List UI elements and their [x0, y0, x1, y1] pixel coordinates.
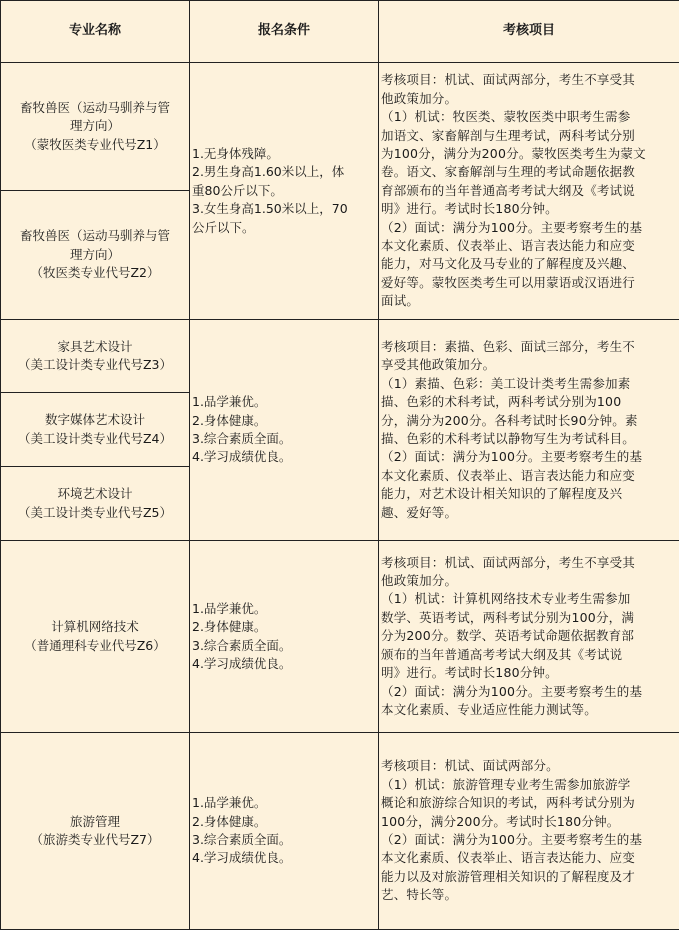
assessment-line: 能力，对艺术设计相关知识的了解程度及兴	[381, 485, 677, 503]
major-cell	[1, 63, 190, 191]
major-name: 理方向）	[3, 246, 187, 264]
header-assessment: 考核项目	[379, 1, 679, 63]
assessment-line: 数学、英语考试，两科考试分别为100分，满	[381, 609, 677, 627]
assessment-cell	[379, 733, 679, 930]
assessment-line: （2）面试：满分为100分。主要考察考生的基	[381, 831, 677, 849]
condition-item: 3.女生身高1.50米以上，70	[192, 200, 376, 218]
condition-item: 4.学习成绩优良。	[192, 655, 376, 673]
assessment-line: 考核项目：机试、面试两部分。	[381, 757, 677, 775]
major-name: 计算机网络技术	[3, 618, 187, 636]
major-code: （普通理科专业代号Z6）	[3, 637, 187, 655]
major-cell	[1, 467, 190, 541]
major-code: （美工设计类专业代号Z3）	[3, 356, 187, 374]
assessment-line: 明》进行。考试时长180分钟。	[381, 664, 677, 682]
major-cell	[1, 191, 190, 320]
assessment-cell	[379, 541, 679, 733]
header-row	[1, 1, 679, 63]
condition-item: 4.学习成绩优良。	[192, 849, 376, 867]
assessment-line: 为100分，满分为200分。蒙牧医类考生为蒙文	[381, 145, 677, 163]
major-name: 畜牧兽医（运动马驯养与管	[3, 227, 187, 245]
header-conditions: 报名条件	[190, 1, 379, 63]
major-cell	[1, 541, 190, 733]
assessment-line: （2）面试：满分为100分。主要考察考生的基	[381, 448, 677, 466]
table-row	[1, 541, 679, 733]
assessment-line: 面试。	[381, 292, 677, 310]
major-code: （蒙牧医类专业代号Z1）	[3, 136, 187, 154]
assessment-line: 本文化素质、仪表举止、语言表达能力、应变	[381, 849, 677, 867]
assessment-line: 他政策加分。	[381, 90, 677, 108]
condition-item: 2.身体健康。	[192, 618, 376, 636]
conditions-cell	[190, 733, 379, 930]
condition-item: 1.无身体残障。	[192, 145, 376, 163]
assessment-line: 本文化素质、仪表举止、语言表达能力和应变	[381, 467, 677, 485]
assessment-line: 颁布的当年普通高考考试大纲及其《考试说	[381, 646, 677, 664]
major-cell	[1, 733, 190, 930]
condition-item: 1.品学兼优。	[192, 393, 376, 411]
assessment-line: 他政策加分。	[381, 572, 677, 590]
conditions-cell	[190, 541, 379, 733]
assessment-line: 明》进行。考试时长180分钟。	[381, 200, 677, 218]
table-row	[1, 733, 679, 930]
condition-item: 1.品学兼优。	[192, 794, 376, 812]
assessment-line: 考核项目：素描、色彩、面试三部分，考生不	[381, 338, 677, 356]
conditions-cell	[190, 320, 379, 541]
major-code: （美工设计类专业代号Z5）	[3, 504, 187, 522]
assessment-line: 育部颁布的当年普通高考考试大纲及《考试说	[381, 182, 677, 200]
condition-item: 3.综合素质全面。	[192, 430, 376, 448]
major-code: （牧医类专业代号Z2）	[3, 264, 187, 282]
assessment-cell	[379, 320, 679, 541]
condition-item: 重80公斤以下。	[192, 182, 376, 200]
assessment-line: 爱好等。蒙牧医类考生可以用蒙语或汉语进行	[381, 274, 677, 292]
major-name: 数字媒体艺术设计	[3, 411, 187, 429]
major-name: 畜牧兽医（运动马驯养与管	[3, 99, 187, 117]
assessment-line: 分为200分。数学、英语考试命题依据教育部	[381, 627, 677, 645]
assessment-line: 本文化素质、仪表举止、语言表达能力和应变	[381, 237, 677, 255]
assessment-cell	[379, 63, 679, 320]
table-row	[1, 320, 679, 393]
major-cell	[1, 320, 190, 393]
assessment-line: 100分，满分200分。考试时长180分钟。	[381, 813, 677, 831]
assessment-line: 考核项目：机试、面试两部分，考生不享受其	[381, 71, 677, 89]
major-code: （旅游类专业代号Z7）	[3, 831, 187, 849]
major-name: 旅游管理	[3, 813, 187, 831]
assessment-line: 分，满分为200分。各科考试时长90分钟。素	[381, 412, 677, 430]
assessment-line: 趣、爱好等。	[381, 504, 677, 522]
assessment-line: 描、色彩的术科考试以静物写生为考试科目。	[381, 430, 677, 448]
assessment-line: 卷。语文、家畜解剖与生理的考试命题依据教	[381, 163, 677, 181]
condition-item: 3.综合素质全面。	[192, 637, 376, 655]
assessment-line: （2）面试：满分为100分。主要考察考生的基	[381, 683, 677, 701]
condition-item: 2.男生身高1.60米以上，体	[192, 163, 376, 181]
major-cell	[1, 393, 190, 467]
assessment-line: 艺、特长等。	[381, 886, 677, 904]
assessment-line: 描、色彩的术科考试，两科考试分别为100	[381, 393, 677, 411]
condition-item: 3.综合素质全面。	[192, 831, 376, 849]
major-name: 家具艺术设计	[3, 338, 187, 356]
conditions-cell	[190, 63, 379, 320]
major-name: 理方向）	[3, 117, 187, 135]
condition-item: 2.身体健康。	[192, 412, 376, 430]
assessment-line: （1）机试：旅游管理专业考生需参加旅游学	[381, 776, 677, 794]
major-name: 环境艺术设计	[3, 485, 187, 503]
table-row	[1, 63, 679, 191]
condition-item: 公斤以下。	[192, 219, 376, 237]
assessment-line: 能力，对马文化及马专业的了解程度及兴趣、	[381, 255, 677, 273]
assessment-line: （1）机试：牧医类、蒙牧医类中职考生需参	[381, 108, 677, 126]
assessment-line: 加语文、家畜解剖与生理考试，两科考试分别	[381, 127, 677, 145]
assessment-line: （1）素描、色彩：美工设计类考生需参加素	[381, 375, 677, 393]
assessment-line: 本文化素质、专业适应性能力测试等。	[381, 701, 677, 719]
major-code: （美工设计类专业代号Z4）	[3, 430, 187, 448]
header-major: 专业名称	[1, 1, 190, 63]
assessment-line: （1）机试：计算机网络技术专业考生需参加	[381, 590, 677, 608]
assessment-line: 概论和旅游综合知识的考试，两科考试分别为	[381, 794, 677, 812]
assessment-line: （2）面试：满分为100分。主要考察考生的基	[381, 219, 677, 237]
condition-item: 1.品学兼优。	[192, 600, 376, 618]
assessment-line: 能力以及对旅游管理相关知识的了解程度及才	[381, 868, 677, 886]
condition-item: 2.身体健康。	[192, 813, 376, 831]
condition-item: 4.学习成绩优良。	[192, 448, 376, 466]
assessment-line: 享受其他政策加分。	[381, 356, 677, 374]
assessment-line: 考核项目：机试、面试两部分，考生不享受其	[381, 554, 677, 572]
